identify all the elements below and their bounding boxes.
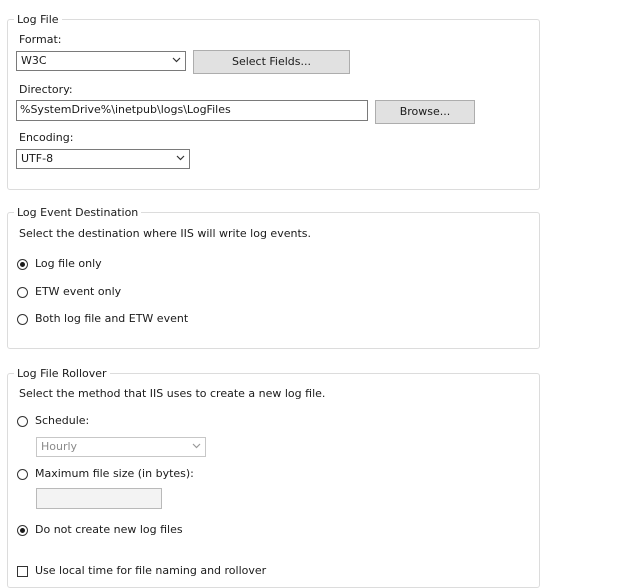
schedule-select-value: Hourly [41, 440, 78, 453]
max-file-size-label[interactable]: Maximum file size (in bytes): [35, 467, 194, 480]
directory-label: Directory: [19, 83, 73, 96]
both-log-file-and-etw-radio[interactable] [17, 314, 28, 325]
log-file-rollover-legend: Log File Rollover [14, 367, 110, 381]
chevron-down-icon [192, 443, 201, 449]
radio-selected-dot [20, 262, 25, 267]
radio-selected-dot [20, 528, 25, 533]
schedule-select[interactable] [36, 437, 206, 457]
encoding-select[interactable] [16, 149, 190, 169]
schedule-radio[interactable] [17, 416, 28, 427]
format-select[interactable] [16, 51, 186, 71]
schedule-label[interactable]: Schedule: [35, 414, 90, 427]
max-file-size-radio[interactable] [17, 469, 28, 480]
format-label: Format: [19, 33, 62, 46]
local-time-checkbox[interactable] [17, 566, 28, 577]
directory-input[interactable] [16, 100, 368, 121]
chevron-down-icon [172, 57, 181, 63]
browse-button[interactable]: Browse... [375, 100, 475, 124]
rollover-description: Select the method that IIS uses to create a new log file. [19, 387, 326, 400]
log-file-only-label[interactable]: Log file only [35, 257, 102, 270]
both-log-file-and-etw-label[interactable]: Both log file and ETW event [35, 312, 189, 325]
encoding-select-value: UTF-8 [21, 152, 54, 165]
destination-description: Select the destination where IIS will write log events. [19, 227, 311, 240]
max-file-size-input[interactable] [36, 488, 162, 509]
etw-event-only-radio[interactable] [17, 287, 28, 298]
log-file-only-radio[interactable] [17, 259, 28, 270]
do-not-create-label[interactable]: Do not create new log files [35, 523, 183, 536]
local-time-label[interactable]: Use local time for file naming and rollover [35, 564, 267, 577]
log-event-destination-legend: Log Event Destination [14, 206, 141, 220]
do-not-create-radio[interactable] [17, 525, 28, 536]
chevron-down-icon [176, 155, 185, 161]
select-fields-button[interactable]: Select Fields... [193, 50, 350, 74]
format-select-value: W3C [21, 54, 47, 67]
encoding-label: Encoding: [19, 131, 74, 144]
etw-event-only-label[interactable]: ETW event only [35, 285, 122, 298]
directory-input-value: %SystemDrive%\inetpub\logs\LogFiles [20, 103, 231, 116]
log-file-legend: Log File [14, 13, 62, 27]
